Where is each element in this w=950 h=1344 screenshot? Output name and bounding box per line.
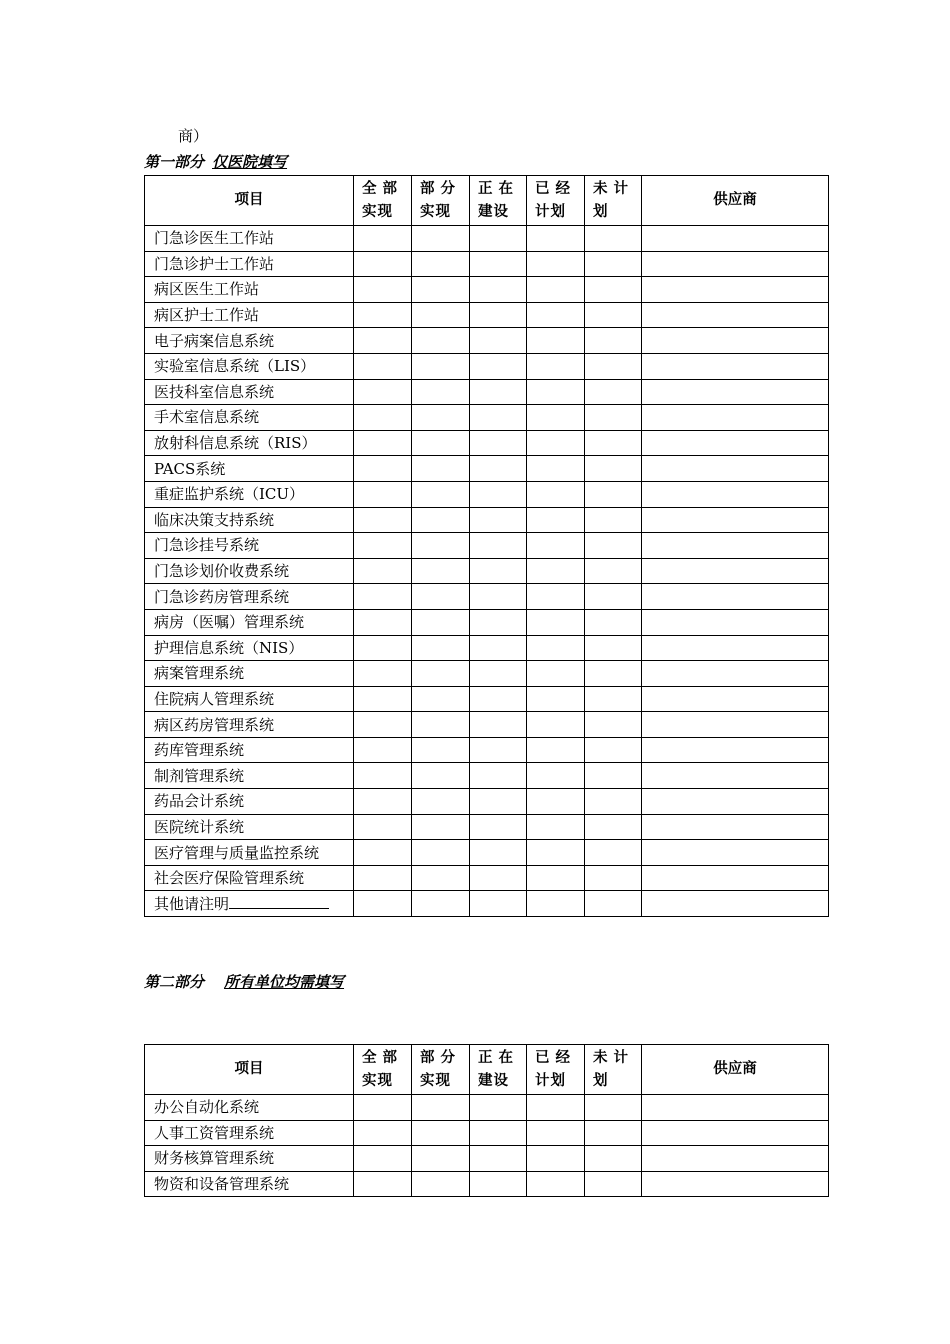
header-under-construction: 正在 建设 (470, 1045, 527, 1095)
cell-all-implemented[interactable] (354, 609, 412, 635)
cell-not-planned[interactable] (585, 584, 642, 610)
cell-all-implemented[interactable] (354, 1120, 412, 1146)
row-item-name: 门急诊护士工作站 (145, 251, 354, 277)
cell-under-construction[interactable] (470, 661, 527, 687)
header-supplier: 供应商 (642, 176, 829, 226)
cell-supplier[interactable] (642, 840, 829, 866)
cell-supplier[interactable] (642, 302, 829, 328)
cell-planned[interactable] (527, 1146, 585, 1172)
header-all-implemented: 全部 实现 (354, 1045, 412, 1095)
cell-all-implemented[interactable] (354, 328, 412, 354)
cell-under-construction[interactable] (470, 379, 527, 405)
cell-all-implemented[interactable] (354, 584, 412, 610)
header-not-planned: 未计 划 (585, 1045, 642, 1095)
cell-supplier[interactable] (642, 1095, 829, 1121)
table-row (145, 456, 829, 482)
cell-partial-implemented[interactable] (412, 481, 470, 507)
cell-partial-implemented[interactable] (412, 558, 470, 584)
table-row (145, 533, 829, 559)
table-row (145, 481, 829, 507)
table-row (145, 814, 829, 840)
row-item-name: 物资和设备管理系统 (145, 1171, 354, 1197)
header-not-planned: 未计 划 (585, 176, 642, 226)
cell-all-implemented[interactable] (354, 379, 412, 405)
cell-all-implemented[interactable] (354, 865, 412, 891)
cell-supplier[interactable] (642, 456, 829, 482)
cell-partial-implemented[interactable] (412, 1171, 470, 1197)
row-item-name: 药库管理系统 (145, 737, 354, 763)
cell-all-implemented[interactable] (354, 405, 412, 431)
row-item-name: 实验室信息系统（LIS） (145, 353, 354, 379)
cell-supplier[interactable] (642, 609, 829, 635)
cell-supplier[interactable] (642, 712, 829, 738)
cell-not-planned[interactable] (585, 1120, 642, 1146)
cell-planned[interactable] (527, 507, 585, 533)
cell-not-planned[interactable] (585, 558, 642, 584)
cell-planned[interactable] (527, 558, 585, 584)
cell-supplier[interactable] (642, 789, 829, 815)
cell-partial-implemented[interactable] (412, 405, 470, 431)
cell-supplier[interactable] (642, 635, 829, 661)
cell-planned[interactable] (527, 226, 585, 252)
cell-planned[interactable] (527, 353, 585, 379)
cell-planned[interactable] (527, 1120, 585, 1146)
row-item-name: 病房（医嘱）管理系统 (145, 609, 354, 635)
cell-not-planned[interactable] (585, 763, 642, 789)
table-row (145, 226, 829, 252)
cell-supplier[interactable] (642, 226, 829, 252)
cell-not-planned[interactable] (585, 609, 642, 635)
table-row (145, 507, 829, 533)
cell-all-implemented[interactable] (354, 251, 412, 277)
row-item-name: 药品会计系统 (145, 789, 354, 815)
cell-all-implemented[interactable] (354, 661, 412, 687)
table-row (145, 891, 829, 917)
cell-supplier[interactable] (642, 1171, 829, 1197)
header-all-implemented: 全部 实现 (354, 176, 412, 226)
cell-planned[interactable] (527, 840, 585, 866)
row-item-name: 手术室信息系统 (145, 405, 354, 431)
cell-all-implemented[interactable] (354, 481, 412, 507)
row-item-name: 电子病案信息系统 (145, 328, 354, 354)
cell-supplier[interactable] (642, 891, 829, 917)
cell-partial-implemented[interactable] (412, 789, 470, 815)
cell-all-implemented[interactable] (354, 558, 412, 584)
cell-supplier[interactable] (642, 379, 829, 405)
cell-partial-implemented[interactable] (412, 840, 470, 866)
row-item-name: 放射科信息系统（RIS） (145, 430, 354, 456)
cell-all-implemented[interactable] (354, 456, 412, 482)
cell-supplier[interactable] (642, 865, 829, 891)
cell-all-implemented[interactable] (354, 635, 412, 661)
cell-under-construction[interactable] (470, 891, 527, 917)
row-item-name: 重症监护系统（ICU） (145, 481, 354, 507)
cell-supplier[interactable] (642, 251, 829, 277)
cell-all-implemented[interactable] (354, 763, 412, 789)
cell-under-construction[interactable] (470, 1146, 527, 1172)
cell-under-construction[interactable] (470, 763, 527, 789)
section-title-part2 (144, 972, 344, 992)
cell-partial-implemented[interactable] (412, 686, 470, 712)
cell-not-planned[interactable] (585, 353, 642, 379)
cell-under-construction[interactable] (470, 1120, 527, 1146)
cell-under-construction[interactable] (470, 609, 527, 635)
cell-supplier[interactable] (642, 584, 829, 610)
row-item-name: 门急诊医生工作站 (145, 226, 354, 252)
cell-partial-implemented[interactable] (412, 251, 470, 277)
cell-supplier[interactable] (642, 737, 829, 763)
cell-not-planned[interactable] (585, 891, 642, 917)
cell-supplier[interactable] (642, 1146, 829, 1172)
cell-planned[interactable] (527, 712, 585, 738)
cell-not-planned[interactable] (585, 456, 642, 482)
table-row (145, 405, 829, 431)
cell-planned[interactable] (527, 635, 585, 661)
cell-partial-implemented[interactable] (412, 430, 470, 456)
cell-partial-implemented[interactable] (412, 456, 470, 482)
row-item-name: 病区医生工作站 (145, 277, 354, 303)
table-row (145, 840, 829, 866)
cell-partial-implemented[interactable] (412, 379, 470, 405)
cell-under-construction[interactable] (470, 405, 527, 431)
cell-not-planned[interactable] (585, 686, 642, 712)
cell-supplier[interactable] (642, 533, 829, 559)
cell-planned[interactable] (527, 789, 585, 815)
row-item-name: 住院病人管理系统 (145, 686, 354, 712)
header-under-construction: 正在 建设 (470, 176, 527, 226)
cell-planned[interactable] (527, 481, 585, 507)
cell-partial-implemented[interactable] (412, 1095, 470, 1121)
cell-partial-implemented[interactable] (412, 584, 470, 610)
cell-supplier[interactable] (642, 814, 829, 840)
cell-partial-implemented[interactable] (412, 302, 470, 328)
cell-under-construction[interactable] (470, 481, 527, 507)
cell-supplier[interactable] (642, 328, 829, 354)
table-row (145, 353, 829, 379)
table-row (145, 1146, 829, 1172)
cell-under-construction[interactable] (470, 635, 527, 661)
row-item-name: 病区护士工作站 (145, 302, 354, 328)
table-row (145, 686, 829, 712)
row-item-name: 护理信息系统（NIS） (145, 635, 354, 661)
cell-not-planned[interactable] (585, 1146, 642, 1172)
cell-under-construction[interactable] (470, 226, 527, 252)
header-item: 项目 (145, 176, 354, 226)
cell-partial-implemented[interactable] (412, 507, 470, 533)
cell-not-planned[interactable] (585, 379, 642, 405)
cell-not-planned[interactable] (585, 789, 642, 815)
cell-partial-implemented[interactable] (412, 737, 470, 763)
cell-under-construction[interactable] (470, 353, 527, 379)
row-item-name: PACS系统 (145, 456, 354, 482)
cell-partial-implemented[interactable] (412, 1146, 470, 1172)
table-row (145, 789, 829, 815)
cell-all-implemented[interactable] (354, 507, 412, 533)
table-row (145, 277, 829, 303)
cell-under-construction[interactable] (470, 686, 527, 712)
cell-all-implemented[interactable] (354, 533, 412, 559)
cell-not-planned[interactable] (585, 481, 642, 507)
table-row (145, 302, 829, 328)
cell-not-planned[interactable] (585, 814, 642, 840)
cell-planned[interactable] (527, 430, 585, 456)
cell-planned[interactable] (527, 405, 585, 431)
cell-planned[interactable] (527, 609, 585, 635)
cell-not-planned[interactable] (585, 1171, 642, 1197)
cell-planned[interactable] (527, 302, 585, 328)
cell-partial-implemented[interactable] (412, 712, 470, 738)
row-item-name: 门急诊划价收费系统 (145, 558, 354, 584)
cell-planned[interactable] (527, 661, 585, 687)
header-item: 项目 (145, 1045, 354, 1095)
part2-label: 第二部分 (144, 973, 205, 991)
cell-not-planned[interactable] (585, 277, 642, 303)
cell-planned[interactable] (527, 1095, 585, 1121)
section-title-part1 (144, 152, 287, 172)
cell-under-construction[interactable] (470, 456, 527, 482)
cell-planned[interactable] (527, 584, 585, 610)
cell-supplier[interactable] (642, 405, 829, 431)
cell-under-construction[interactable] (470, 840, 527, 866)
cell-partial-implemented[interactable] (412, 226, 470, 252)
table-row (145, 609, 829, 635)
table-row (145, 763, 829, 789)
cell-under-construction[interactable] (470, 251, 527, 277)
cell-not-planned[interactable] (585, 661, 642, 687)
cell-under-construction[interactable] (470, 1171, 527, 1197)
continuation-text: 商） (178, 127, 209, 145)
table-row (145, 1095, 829, 1121)
cell-planned[interactable] (527, 328, 585, 354)
cell-all-implemented[interactable] (354, 686, 412, 712)
row-item-name: 病区药房管理系统 (145, 712, 354, 738)
row-item-name: 制剂管理系统 (145, 763, 354, 789)
cell-partial-implemented[interactable] (412, 635, 470, 661)
cell-supplier[interactable] (642, 1120, 829, 1146)
cell-under-construction[interactable] (470, 302, 527, 328)
row-item-name: 临床决策支持系统 (145, 507, 354, 533)
cell-all-implemented[interactable] (354, 353, 412, 379)
cell-planned[interactable] (527, 891, 585, 917)
row-item-name: 医院统计系统 (145, 814, 354, 840)
table-row (145, 737, 829, 763)
table-row (145, 251, 829, 277)
table-row (145, 661, 829, 687)
cell-partial-implemented[interactable] (412, 661, 470, 687)
cell-under-construction[interactable] (470, 737, 527, 763)
cell-partial-implemented[interactable] (412, 277, 470, 303)
cell-planned[interactable] (527, 456, 585, 482)
hospital-systems-table (144, 175, 829, 917)
cell-under-construction[interactable] (470, 789, 527, 815)
cell-supplier[interactable] (642, 353, 829, 379)
part1-title: 仅医院填写 (212, 153, 288, 171)
table-row (145, 328, 829, 354)
cell-under-construction[interactable] (470, 328, 527, 354)
cell-under-construction[interactable] (470, 1095, 527, 1121)
cell-supplier[interactable] (642, 558, 829, 584)
cell-planned[interactable] (527, 251, 585, 277)
cell-partial-implemented[interactable] (412, 891, 470, 917)
cell-not-planned[interactable] (585, 737, 642, 763)
cell-all-implemented[interactable] (354, 1095, 412, 1121)
cell-partial-implemented[interactable] (412, 328, 470, 354)
cell-all-implemented[interactable] (354, 430, 412, 456)
table-row (145, 379, 829, 405)
cell-under-construction[interactable] (470, 430, 527, 456)
row-item-name: 其他请注明 (145, 891, 354, 917)
cell-not-planned[interactable] (585, 840, 642, 866)
cell-planned[interactable] (527, 686, 585, 712)
cell-all-implemented[interactable] (354, 226, 412, 252)
cell-partial-implemented[interactable] (412, 1120, 470, 1146)
cell-planned[interactable] (527, 379, 585, 405)
cell-supplier[interactable] (642, 661, 829, 687)
part2-title: 所有单位均需填写 (224, 973, 345, 991)
cell-supplier[interactable] (642, 686, 829, 712)
cell-all-implemented[interactable] (354, 814, 412, 840)
cell-under-construction[interactable] (470, 558, 527, 584)
row-item-name: 社会医疗保险管理系统 (145, 865, 354, 891)
specify-blank-line[interactable] (229, 893, 329, 909)
row-item-name: 门急诊挂号系统 (145, 533, 354, 559)
table-row (145, 1171, 829, 1197)
table-row (145, 584, 829, 610)
cell-not-planned[interactable] (585, 1095, 642, 1121)
cell-supplier[interactable] (642, 507, 829, 533)
cell-not-planned[interactable] (585, 865, 642, 891)
table-row (145, 635, 829, 661)
row-item-name: 病案管理系统 (145, 661, 354, 687)
cell-all-implemented[interactable] (354, 302, 412, 328)
cell-not-planned[interactable] (585, 507, 642, 533)
cell-all-implemented[interactable] (354, 1146, 412, 1172)
cell-not-planned[interactable] (585, 328, 642, 354)
cell-not-planned[interactable] (585, 251, 642, 277)
cell-planned[interactable] (527, 865, 585, 891)
all-units-systems-table (144, 1044, 829, 1197)
cell-supplier[interactable] (642, 481, 829, 507)
cell-planned[interactable] (527, 1171, 585, 1197)
cell-partial-implemented[interactable] (412, 814, 470, 840)
table-row (145, 865, 829, 891)
cell-under-construction[interactable] (470, 277, 527, 303)
cell-under-construction[interactable] (470, 584, 527, 610)
cell-planned[interactable] (527, 814, 585, 840)
cell-not-planned[interactable] (585, 226, 642, 252)
table-row (145, 1120, 829, 1146)
row-item-name: 医技科室信息系统 (145, 379, 354, 405)
cell-under-construction[interactable] (470, 507, 527, 533)
cell-partial-implemented[interactable] (412, 865, 470, 891)
cell-planned[interactable] (527, 737, 585, 763)
cell-planned[interactable] (527, 277, 585, 303)
cell-not-planned[interactable] (585, 405, 642, 431)
cell-not-planned[interactable] (585, 635, 642, 661)
cell-under-construction[interactable] (470, 814, 527, 840)
cell-all-implemented[interactable] (354, 891, 412, 917)
header-partial-implemented: 部分 实现 (412, 176, 470, 226)
cell-under-construction[interactable] (470, 865, 527, 891)
cell-supplier[interactable] (642, 277, 829, 303)
cell-all-implemented[interactable] (354, 1171, 412, 1197)
row-item-name: 人事工资管理系统 (145, 1120, 354, 1146)
table-row (145, 712, 829, 738)
cell-not-planned[interactable] (585, 533, 642, 559)
cell-not-planned[interactable] (585, 430, 642, 456)
cell-all-implemented[interactable] (354, 277, 412, 303)
table-header-row (145, 176, 829, 226)
table-row (145, 430, 829, 456)
row-item-name: 门急诊药房管理系统 (145, 584, 354, 610)
cell-not-planned[interactable] (585, 302, 642, 328)
header-planned: 已经 计划 (527, 176, 585, 226)
cell-planned[interactable] (527, 533, 585, 559)
row-item-name: 医疗管理与质量监控系统 (145, 840, 354, 866)
cell-supplier[interactable] (642, 763, 829, 789)
row-item-name: 财务核算管理系统 (145, 1146, 354, 1172)
part1-label: 第一部分 (144, 153, 205, 171)
cell-all-implemented[interactable] (354, 789, 412, 815)
cell-not-planned[interactable] (585, 712, 642, 738)
cell-partial-implemented[interactable] (412, 763, 470, 789)
cell-under-construction[interactable] (470, 712, 527, 738)
cell-under-construction[interactable] (470, 533, 527, 559)
header-partial-implemented: 部分 实现 (412, 1045, 470, 1095)
cell-all-implemented[interactable] (354, 840, 412, 866)
header-supplier: 供应商 (642, 1045, 829, 1095)
cell-partial-implemented[interactable] (412, 353, 470, 379)
cell-all-implemented[interactable] (354, 737, 412, 763)
cell-supplier[interactable] (642, 430, 829, 456)
table-row (145, 558, 829, 584)
cell-partial-implemented[interactable] (412, 533, 470, 559)
row-item-name: 办公自动化系统 (145, 1095, 354, 1121)
cell-planned[interactable] (527, 763, 585, 789)
table-header-row (145, 1045, 829, 1095)
header-planned: 已经 计划 (527, 1045, 585, 1095)
cell-partial-implemented[interactable] (412, 609, 470, 635)
cell-all-implemented[interactable] (354, 712, 412, 738)
